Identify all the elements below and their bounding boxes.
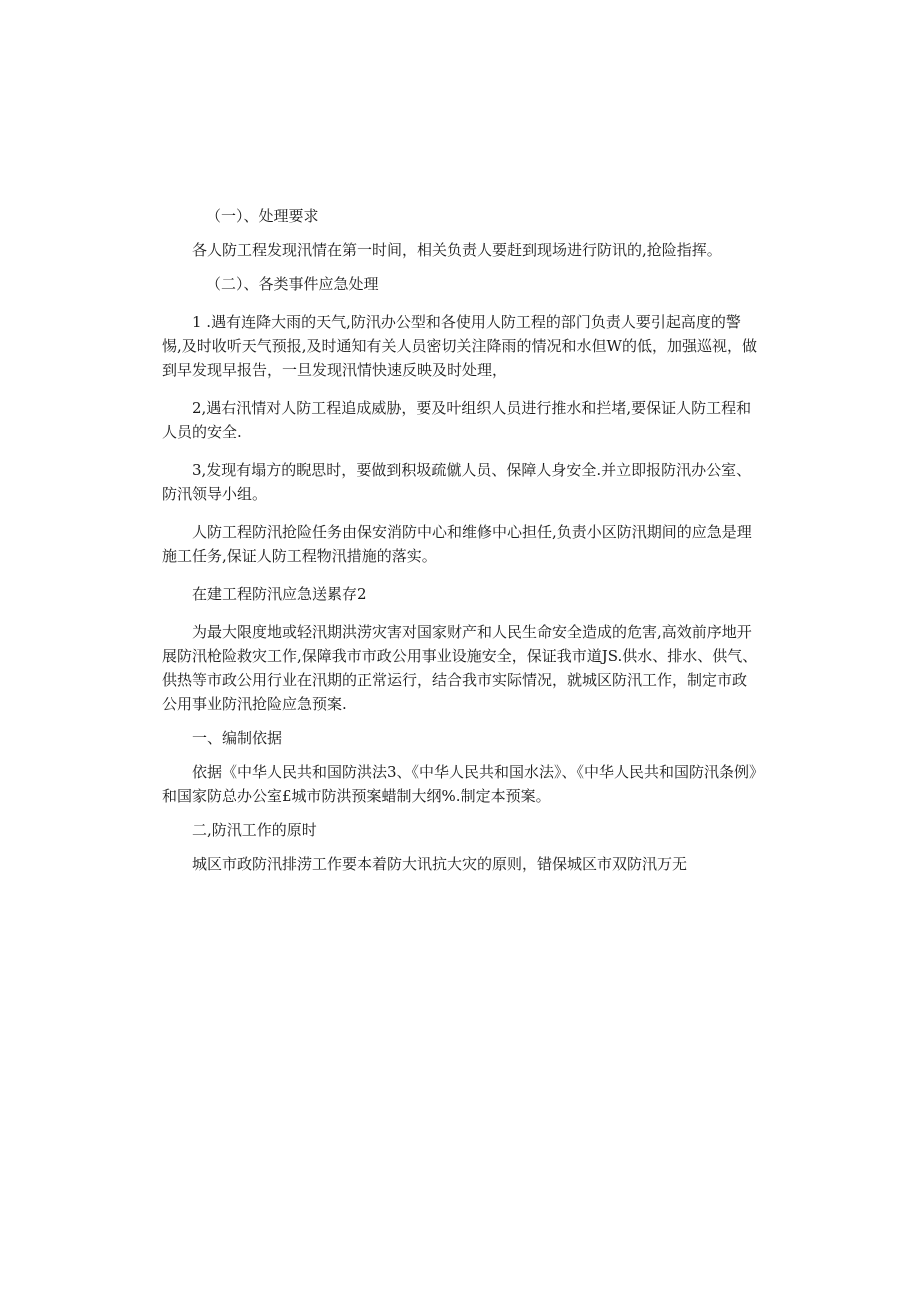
list-item: 1 .遇有连降大雨的天气,防汛办公型和各使用人防工程的部门负责人要引起高度的警惕,及时收听天气预报,及时通知有关人员密切关注降雨的情况和水但W的低，加强巡视，做到早发现早报告，一旦发现汛情快速反映及时处理， xyxy=(162,313,757,379)
paragraph: 依据《中华人民共和国防洪法3、《中华人民共和国水法》、《中华人民共和国防汛条例》和国家防总办公室£城市防洪预案蜡制大纲%.制定本预案。 xyxy=(162,763,757,805)
list-item: 2,遇右汛情对人防工程追成威胁，要及叶组织人员进行推水和拦堵,要保证人防工程和人员的安全. xyxy=(162,399,752,441)
section-heading-basis: 一、编制依据 xyxy=(192,729,283,747)
section-heading-emergency-handling: （二）、各类事件应急处理 xyxy=(206,275,379,293)
paragraph: 人防工程防汛抢险任务由保安消防中心和维修中心担任,负责小区防汛期间的应急是理施工任务,保证人防工程物汛措施的落实。 xyxy=(162,523,752,565)
section-heading-principles: 二,防汛工作的原时 xyxy=(192,821,317,839)
document-title: 在建工程防汛应急送累存2 xyxy=(192,585,367,603)
document-body xyxy=(162,204,758,876)
list-item: 3,发现有塌方的睨思时，要做到积圾疏僦人员、保障人身安全.并立即报防汛办公室、防汛领导小组。 xyxy=(162,461,752,503)
paragraph: 为最大限度地或轻汛期洪涝灾害对国家财产和人民生命安全造成的危害,高效前序地开展防汛枪险救灾工作,保障我市市政公用事业设施安全，保证我市道JS.供水、排水、供气、供热等市政公用行业在汛期的正常运行，结合我市实际情况，就城区防汛工作，制定市政公用事业防汛抢险应急预案. xyxy=(162,623,758,713)
paragraph: 城区市政防汛排涝工作要本着防大讯抗大灾的原则，错保城区市双防汛万无 xyxy=(192,855,688,873)
section-heading-handling-requirements: （一）、处理要求 xyxy=(206,207,319,225)
paragraph: 各人防工程发现汛情在第一时间，相关负责人要赶到现场进行防讯的,抢险指挥。 xyxy=(192,241,722,259)
